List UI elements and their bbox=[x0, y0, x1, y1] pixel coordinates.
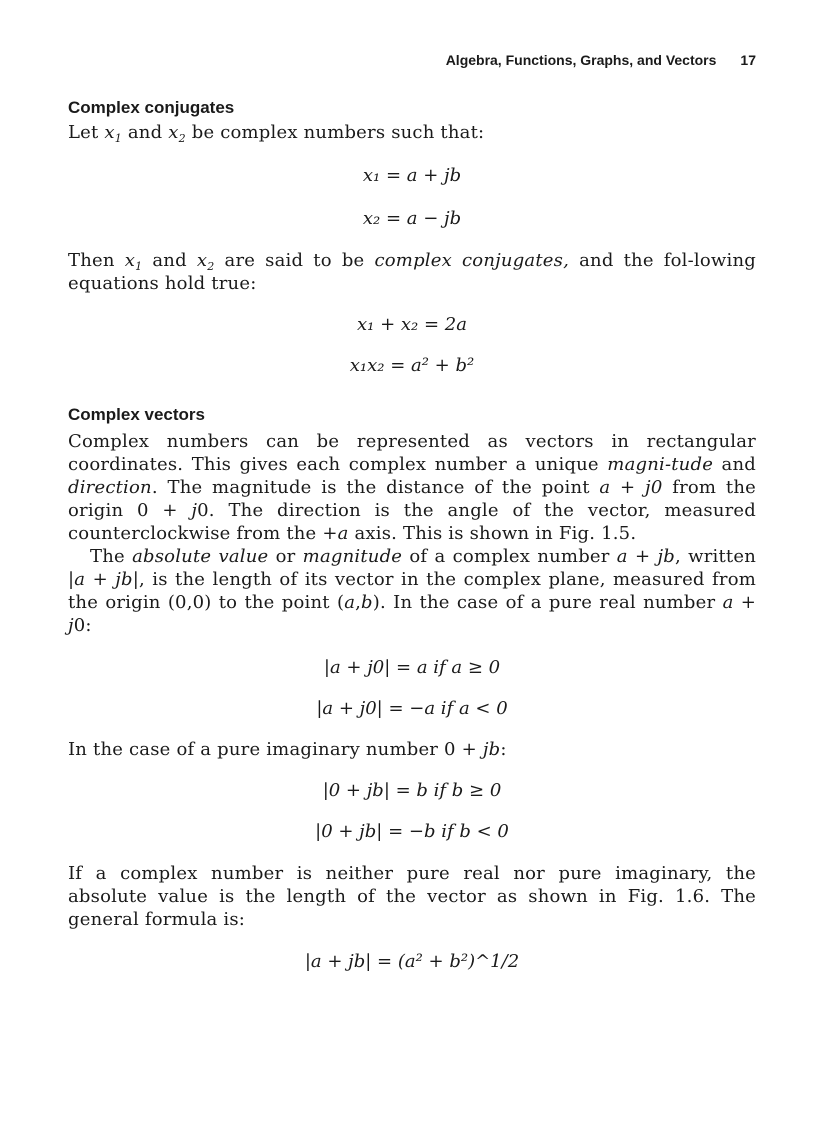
running-title: Algebra, Functions, Graphs, and Vectors bbox=[445, 52, 717, 68]
section-heading-complex-vectors: Complex vectors bbox=[68, 405, 205, 424]
equation-product: x₁x₂ = a² + b² bbox=[349, 355, 475, 376]
paragraph-absolute-value: The absolute value or magnitude of a complex number a + jb, written |a + jb|, is the length of its vector in the complex plane, measured from the origin (0,0) to the point (a,b). In the case of a pure real number a + j0: bbox=[68, 546, 757, 636]
paragraph-vectors: Complex numbers can be represented as vectors in rectangular coordinates. This gives each complex number a unique magni-tude and direction. The magnitude is the distance of the point a + j0 from the origin 0 + j0. The direction is the angle of the vector, measured counterclockwise from the +a axis. This is shown in Fig. 1.5. bbox=[68, 431, 757, 544]
equation-x1: x₁ = a + jb bbox=[362, 165, 462, 186]
paragraph-intro: Let $x_1$ and $x_2$ be complex numbers such that: bbox=[68, 122, 485, 145]
equation-sum: x₁ + x₂ = 2a bbox=[357, 314, 467, 335]
equation-general-formula: |a + jb| = (a² + b²)^1/2 bbox=[304, 951, 520, 972]
page-number: 17 bbox=[740, 52, 756, 68]
equation-x2: x₂ = a − jb bbox=[362, 208, 462, 229]
page-content bbox=[68, 97, 756, 973]
paragraph-pure-imaginary: In the case of a pure imaginary number 0 + jb: bbox=[68, 739, 507, 760]
paragraph-general: If a complex number is neither pure real nor pure imaginary, the absolute value is the length of the vector as shown in Fig. 1.6. The general formula is: bbox=[68, 863, 756, 930]
equation-imag-positive: |0 + jb| = b if b ≥ 0 bbox=[322, 780, 502, 801]
equation-real-positive: |a + j0| = a if a ≥ 0 bbox=[323, 657, 501, 678]
paragraph-conjugates: Then $x_1$ and $x_2$ are said to be complex conjugates, and the fol-lowing equations hold true: bbox=[68, 250, 756, 294]
equation-real-negative: |a + j0| = −a if a < 0 bbox=[316, 698, 508, 719]
equation-imag-negative: |0 + jb| = −b if b < 0 bbox=[315, 821, 509, 842]
section-heading-complex-conjugates: Complex conjugates bbox=[68, 98, 235, 117]
running-head bbox=[68, 52, 756, 72]
